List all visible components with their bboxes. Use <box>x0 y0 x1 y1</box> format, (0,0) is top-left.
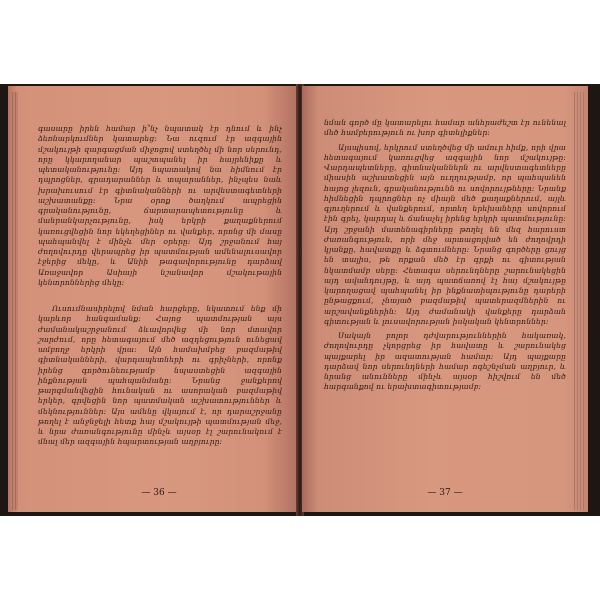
book-scan <box>0 84 600 516</box>
left-page-number: — 36 — <box>141 488 177 498</box>
right-paragraph-3: Սակայն բոլոր դժվարություններին հակառակ, ժողովուրդը չկորցրեց իր հավատը և շարունակեց պայքարել իր ազատության համար։ Այդ պայքարը դարձավ նոր սերունդների համար ոգեշնչման աղբյուր, և նրանց անունները մինչև այսօր հիշվում են մեծ հարգանքով ու երախտագիտությամբ։ <box>324 331 566 392</box>
page-edges-right <box>574 92 584 510</box>
right-page-number: — 37 — <box>427 488 463 498</box>
left-paragraph-2: Ուսումնասիրելով նման հարցերը, նկատում ենք մի կարևոր հանգամանք։ Հայոց պատմության այս ժամանակաշրջանում ձևավորվեց մի նոր մտավոր շարժում, որը հետագայում մեծ ազդեցություն ունեցավ ամբողջ երկրի վրա։ Այն համախմբեց բազմաթիվ գիտնականների, վարդապետների ու գրիչների, որոնք իրենց գործունեությամբ նպաստեցին ազգային ինքնության պահպանմանը։ Նրանց ջանքերով թարգմանվեցին հունական ու ասորական բազմաթիվ երկեր, գրվեցին նոր պատմական աշխատություններ և մեկնություններ։ Այս ամենը վկայում է, որ դարաշրջանը թողել է անջնջելի հետք հայ մշակույթի պատմության մեջ, և նրա ժառանգությունը մինչև այսօր էլ շարունակում է մնալ մեր ազգային հպարտության աղբյուրը։ <box>38 304 282 447</box>
right-page <box>302 86 588 512</box>
page-edges-left <box>12 92 18 510</box>
right-paragraph-2: Այսպիսով, երկրում ստեղծվեց մի ամուր հիմք, որի վրա հետագայում կառուցվեց ազգային նոր մշակույթը։ Վարդապետները, գիտնականներն ու արվեստագետները միասին աշխատեցին այն ուղղությամբ, որ պահպանեն հայոց լեզուն, գրականությունն ու սովորույթները։ Նրանք հիմնեցին դպրոցներ ոչ միայն մեծ քաղաքներում, այլև գյուղերում և վանքերում, որտեղ երեխաները սովորում էին գրել, կարդալ և ճանաչել իրենց երկրի պատմությունը։ Այդ շրջանի մատենագիրները թողել են մեզ հարուստ ժառանգություն, որի մեջ արտացոլված են ժողովրդի կյանքը, հավատքը և ձգտումները։ Նրանց գործերը ցույց են տալիս, թե որքան մեծ էր գրքի ու գիտության նկատմամբ սերը։ Հետագա սերունդները շարունակեցին այդ ավանդույթը, և այդ պատճառով էլ հայ մշակույթը կարողացավ պահպանել իր ինքնատիպությունը դարերի ընթացքում, չնայած բազմաթիվ պատերազմներին ու արշավանքներին։ Այդ ժամանակի վանքերը դարձան գիտության և լուսավորության իսկական կենտրոններ։ <box>324 142 566 326</box>
left-paragraph-1: գասարը իրեն համար ի՞նչ նպատակ էր դնում և ինչ ձեռնարկումներ կատարեց։ Նա ուզում էր ազգային մշակույթի զարգացման միջոցով ստեղծել մի նոր սերունդ, որը կկարողանար պաշտպանել իր հայրենիքը և պետականությունը։ Այդ նպատակով նա հիմնում էր դպրոցներ, գրադարաններ և տպարաններ, ինչպես նաև խրախուսում էր գիտնականների ու արվեստագետների աշխատանքը։ Նրա օրոք ծաղկում ապրեցին գրականությունը, ճարտարապետությունը և մանրանկարչությունը, իսկ երկրի քաղաքներում կառուցվեցին նոր եկեղեցիներ ու վանքեր, որոնց մի մասը պահպանվել է մինչև մեր օրերը։ Այդ շրջանում հայ ժողովուրդը վերապրեց իր պատմության ամենալուսավոր էջերից մեկը, և Անիի թագավորությունը դարձավ Առաջավոր Ասիայի նշանավոր մշակութային կենտրոններից մեկը։ <box>38 124 282 287</box>
left-page <box>8 86 298 512</box>
right-paragraph-1: նման գործ մը կատարելու համար անհրաժեշտ էր ունենալ մեծ համբերություն ու խոր գիտելիքներ։ <box>324 118 566 138</box>
